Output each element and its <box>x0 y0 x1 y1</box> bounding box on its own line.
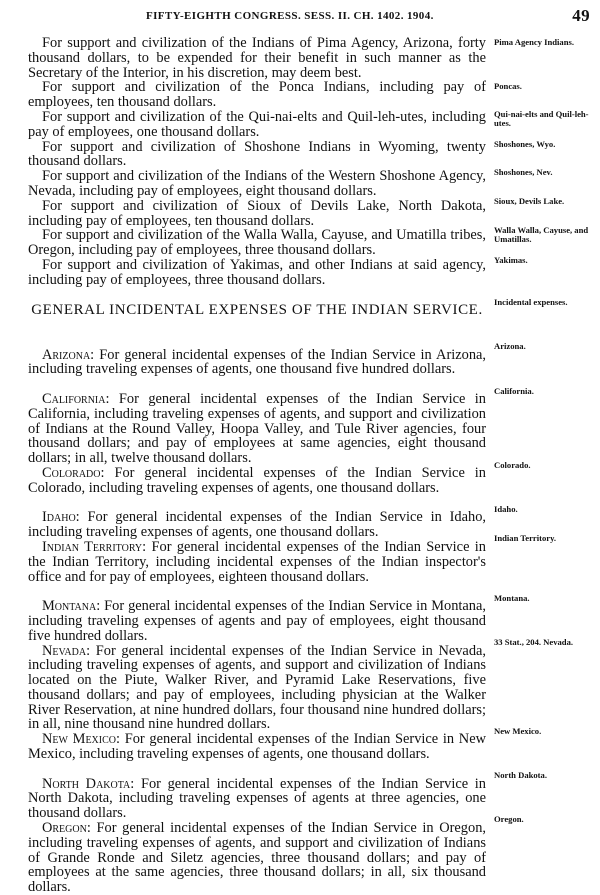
margin-note: 33 Stat., 204. Nevada. <box>494 637 574 647</box>
margin-note: Indian Territory. <box>494 533 557 543</box>
paragraph-text: For general incidental expenses of the Indian Service in New Mexico, including traveling expenses of agents, one thousand dollars. <box>28 732 486 763</box>
paragraph: For support and civilization of the Qui-nai-elts and Quil-leh-utes, including pay of employees, one thousand dollars. <box>28 109 486 140</box>
running-title: FIFTY-EIGHTH CONGRESS. SESS. II. CH. 1402. 1904. <box>146 10 434 22</box>
margin-note: Walla Walla, Cayuse, and Umatillas. <box>494 225 589 245</box>
paragraph-lead: New Mexico: <box>42 732 120 748</box>
paragraph <box>28 644 486 733</box>
paragraph <box>28 466 486 510</box>
paragraph-text: For general incidental expenses of the Indian Service in Nevada, including traveling expenses of agents, and support and civilization of Indians located on the Piute, Walker River, and Pyramid Lake Reservations, five thousand dollars; and pay of employees, including physician at the Walker River Reservation, at nine hundred dollars, four thousand nine hundred dollars; in all, nine thousand nine hundred dollars. <box>28 643 486 733</box>
margin-note: California. <box>494 386 534 396</box>
margin-note: Pima Agency Indians. <box>494 37 574 47</box>
paragraph-text: For general incidental expenses of the Indian Service in the Indian Territory, including incidental expenses of the Indian inspector's office and for pay of employees, eighteen thousand dollars. <box>28 539 486 585</box>
margin-note: Montana. <box>494 593 530 603</box>
paragraph: For support and civilization of the Walla Walla, Cayuse, and Umatilla tribes, Oregon, including pay of employees, three thousand dollars. <box>28 228 486 258</box>
paragraph <box>28 510 486 540</box>
paragraph: For support and civilization of Shoshone Indians in Wyoming, twenty thousand dollars. <box>28 139 486 170</box>
paragraph-lead: Montana: <box>42 599 101 615</box>
paragraph: For support and civilization of Sioux of Devils Lake, North Dakota, including pay of employees, ten thousand dollars. <box>28 198 486 229</box>
section-heading: GENERAL INCIDENTAL EXPENSES OF THE INDIAN SERVICE. <box>31 301 483 318</box>
paragraph-text: For general incidental expenses of the Indian Service in California, including traveling expenses of agents, and support and civilization of Indians at the Round Valley, Hoopa Valley, and Tule River agencies, four thousand dollars; and pay of employees at same agencies, eight thousand dollars; in all, twelve thousand dollars. <box>28 391 486 466</box>
margin-note: Sioux, Devils Lake. <box>494 196 565 206</box>
main-text <box>28 36 486 895</box>
paragraph <box>28 821 486 895</box>
page-header <box>0 6 600 26</box>
margin-note: Oregon. <box>494 814 524 824</box>
paragraph <box>28 777 486 821</box>
paragraph <box>28 392 486 466</box>
paragraph-text: For general incidental expenses of the Indian Service in North Dakota, including traveling expenses of agents at three agencies, one thousand dollars. <box>28 776 486 822</box>
paragraph-text: For general incidental expenses of the Indian Service in Colorado, including traveling expenses of agents, one thousand dollars. <box>28 465 486 496</box>
margin-note: New Mexico. <box>494 726 542 736</box>
paragraph <box>28 599 486 643</box>
paragraph: For support and civilization of the Indians of the Western Shoshone Agency, Nevada, including pay of employees, eight thousand dollars. <box>28 169 486 199</box>
margin-note: Incidental expenses. <box>494 297 568 307</box>
margin-note: Arizona. <box>494 341 526 351</box>
margin-note: Yakimas. <box>494 255 528 265</box>
margin-note: Shoshones, Nev. <box>494 167 553 177</box>
page-number: 49 <box>572 6 590 25</box>
margin-note: Idaho. <box>494 504 518 514</box>
margin-note: North Dakota. <box>494 770 547 780</box>
margin-note: Qui-nai-elts and Quil-leh-utes. <box>494 109 589 129</box>
paragraph-text: For general incidental expenses of the Indian Service in Arizona, including traveling expenses of agents, one thousand five hundred dollars. <box>28 347 486 378</box>
paragraph-lead: Oregon: <box>42 821 91 837</box>
paragraph <box>28 540 486 599</box>
paragraph-lead: North Dakota: <box>42 776 135 792</box>
paragraph: For support and civilization of the Ponca Indians, including pay of employees, ten thousand dollars. <box>28 80 486 110</box>
paragraph-lead: Colorado: <box>42 465 105 481</box>
paragraph-text: For general incidental expenses of the Indian Service in Oregon, including traveling expenses of agents, and support and civilization of Indians of Grande Ronde and Siletz agencies, three thousand dollars; and pay of employees at the same agencies, three thousand dollars; in all, six thousand dollars. <box>28 821 486 895</box>
paragraph-lead: Arizona: <box>42 347 95 363</box>
paragraph-text: For general incidental expenses of the Indian Service in Idaho, including traveling expenses of agents, one thousand dollars. <box>28 510 486 540</box>
margin-note: Poncas. <box>494 81 522 91</box>
paragraph-lead: Indian Territory: <box>42 539 147 555</box>
margin-note: Colorado. <box>494 460 531 470</box>
paragraph: For support and civilization of Yakimas, and other Indians at said agency, including pay of employees, three thousand dollars. <box>28 257 486 288</box>
paragraph <box>28 348 486 392</box>
paragraph-text: For general incidental expenses of the Indian Service in Montana, including traveling expenses of agents and pay of employees, eight thousand five hundred dollars. <box>28 599 486 644</box>
paragraph: For support and civilization of the Indians of Pima Agency, Arizona, forty thousand dollars, to be expended for their benefit in such manner as the Secretary of the Interior, in his discretion, may deem best. <box>28 36 486 81</box>
paragraph-lead: Nevada: <box>42 643 91 659</box>
paragraph-lead: Idaho: <box>42 510 80 526</box>
paragraph <box>28 732 486 776</box>
paragraph-lead: California: <box>42 391 110 407</box>
margin-note: Shoshones, Wyo. <box>494 139 556 149</box>
